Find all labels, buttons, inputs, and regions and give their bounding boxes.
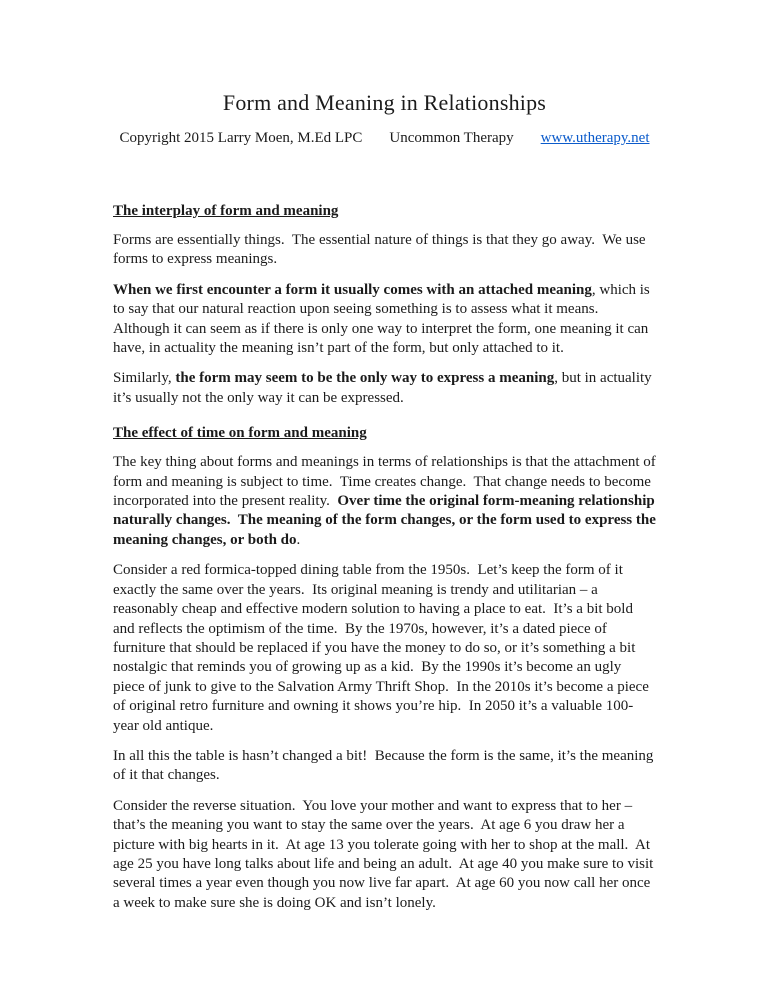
paragraph-run-regular: , which is to say that our natural reaction upon seeing something is to assess what it means. Although it can seem as if there is only one way to interpret the form, one meaning it can have, in actuality the meaning isn’t part of the form, but only attached to it. [113, 281, 654, 357]
paragraph-text: Forms are essentially things. The essential nature of things is that they go away. We use forms to express meanings. [113, 232, 650, 268]
paragraph-text: In all this the table is hasn’t changed a bit! Because the form is the same, it’s the meaning of it that changes. [113, 747, 658, 784]
section-heading-effect-of-time: The effect of time on form and meaning [113, 425, 367, 442]
copyright-text: Copyright 2015 Larry Moen, M.Ed LPC [119, 130, 363, 146]
paragraph-table-unchanged [113, 747, 656, 786]
byline [113, 130, 656, 147]
paragraph-run-regular: , but in actuality it’s usually not the only way it can be expressed. [113, 370, 656, 406]
paragraph-run-bold: the form may seem to be the only way to express a meaning [175, 370, 555, 387]
utherapy-link[interactable]: www.utherapy.net [540, 130, 650, 146]
paragraph-forms-are-things [113, 231, 656, 270]
paragraph-run-bold: When we first encounter a form it usually comes with an attached meaning [113, 281, 592, 298]
paragraph-key-thing [113, 453, 660, 550]
paragraph-run-regular: The key thing about forms and meanings in terms of relationships is that the attachment of form and meaning is subject to time. Time creates change. That change needs to become incorporated into the present reality. [113, 454, 660, 510]
document-title: Form and Meaning in Relationships [222, 90, 547, 115]
paragraph-first-encounter [113, 281, 656, 359]
paragraph-run-bold: Over time the original form-meaning relationship naturally changes. The meaning of the form changes, or the form used to express the meaning changes, or both do [113, 493, 660, 548]
paragraph-text: Consider a red formica-topped dining table from the 1950s. Let’s keep the form of it exactly the same over the years. Its original meaning is trendy and utilitarian – a reasonably cheap and effective modern solution to having a place to eat. It’s a bit bold and reflects the optimism of the time. By the 1970s, however, it’s a dated piece of furniture that should be replaced if you have the money to do so, or it’s something a bit nostalgic that reminds you of growing up as a kid. By the 1990s it’s become an ugly piece of junk to give to the Salvation Army Thrift Shop. In the 2010s it’s become a piece of original retro furniture and owning it shows you’re hip. In 2050 it’s a valuable 100-year old antique. [113, 562, 653, 734]
paragraph-similarly [113, 369, 656, 408]
paragraph-run-regular: . [296, 531, 301, 548]
section-heading-interplay: The interplay of form and meaning [113, 203, 339, 219]
org-name: Uncommon Therapy [389, 130, 514, 146]
paragraph-reverse-situation [113, 797, 656, 913]
paragraph-run-regular: Similarly, [113, 370, 176, 387]
paragraph-text: Consider the reverse situation. You love your mother and want to express that to her – that’s the meaning you want to stay the same over the years. At age 6 you draw her a picture with big hearts in it. At age 13 you tolerate going with her to shop at the mall. At age 25 you have long talks about life and being an adult. At age 40 you make sure to visit several times a year even though you now live far apart. At age 60 you now call her once a week to make sure she is doing OK and isn’t lonely. [113, 797, 658, 911]
paragraph-formica-table [113, 561, 656, 736]
